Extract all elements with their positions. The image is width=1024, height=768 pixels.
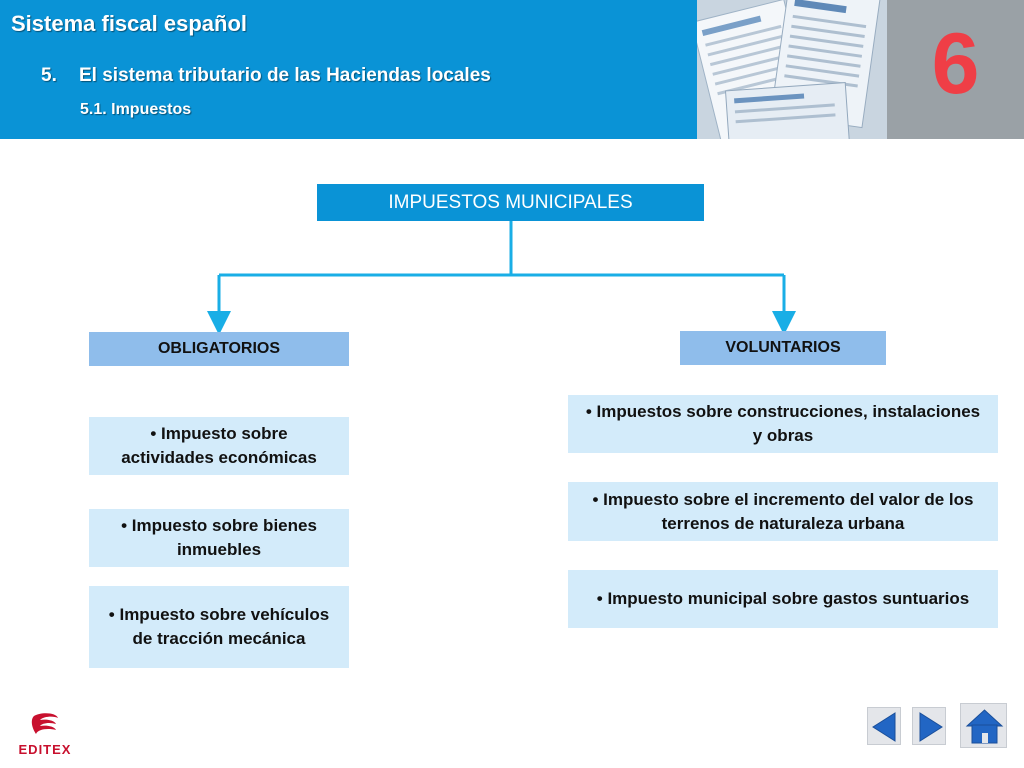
triangle-right-icon [913,708,947,746]
obligatorio-item: • Impuesto sobre bienes inmuebles [89,509,349,567]
obligatorios-box: OBLIGATORIOS [89,332,349,366]
voluntarios-box: VOLUNTARIOS [680,331,886,365]
voluntario-item: • Impuestos sobre construcciones, instalaciones y obras [568,395,998,453]
triangle-left-icon [868,708,902,746]
section-number: 5. [41,65,57,86]
chapter-number: 6 [931,16,980,112]
slide-title: Sistema fiscal español [11,11,247,36]
next-button[interactable] [912,707,946,745]
home-button[interactable] [960,703,1007,748]
subsection-title: 5.1. Impuestos [80,101,192,118]
editex-logo [10,712,80,760]
obligatorio-item: • Impuesto sobre vehículos de tracción mecánica [89,586,349,668]
root-box: IMPUESTOS MUNICIPALES [317,184,704,221]
logo-text: EDITEX [18,742,72,757]
voluntario-item: • Impuesto sobre el incremento del valor de los terrenos de naturaleza urbana [568,482,998,541]
editex-logo-mark [10,712,80,742]
previous-button[interactable] [867,707,901,745]
voluntario-item: • Impuesto municipal sobre gastos suntuarios [568,570,998,628]
house-icon [961,704,1008,749]
obligatorio-item: • Impuesto sobre actividades económicas [89,417,349,475]
section-title: El sistema tributario de las Haciendas locales [79,65,491,86]
